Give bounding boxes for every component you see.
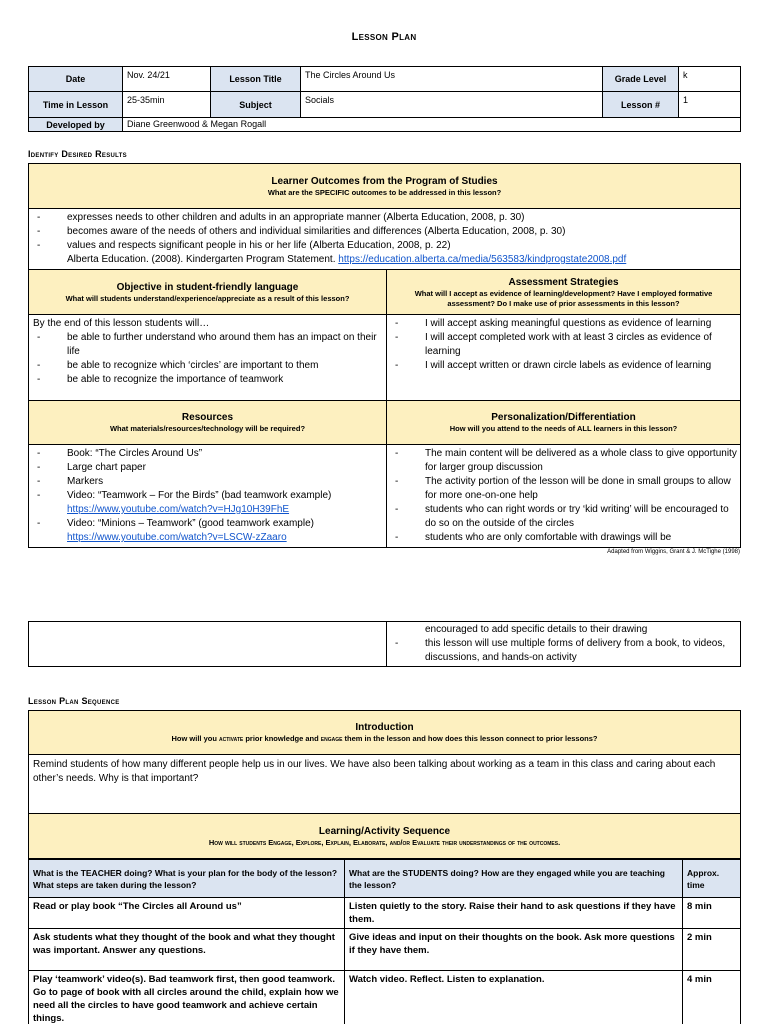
assessment-subtitle: What will I accept as evidence of learning/development? Have I employed formative assessment? Do I make use of prior assessments in this lesson? <box>414 288 713 308</box>
objective-title: Objective in student-friendly language <box>116 281 299 293</box>
lesson-number-value: 1 <box>679 92 741 118</box>
continued-table <box>28 621 741 667</box>
resource-text: Video: “Minions – Teamwork” (good teamwork example) <box>67 518 314 529</box>
introduction-table <box>28 710 741 859</box>
resource-item: - Large chart paper <box>29 461 386 475</box>
personalization-item: - students who can right words or try ‘kid writing’ will be encouraged to do so on the outside of the circles <box>387 503 740 531</box>
students-cell: Listen quietly to the story. Raise their hand to ask questions if they have them. <box>345 898 683 929</box>
subject-label: Subject <box>211 92 301 118</box>
lesson-title-value: The Circles Around Us <box>301 67 603 92</box>
introduction-header <box>29 711 741 755</box>
time-in-lesson-value: 25-35min <box>123 92 211 118</box>
developed-by-label: Developed by <box>29 118 123 132</box>
intro-sub-activate: activate <box>219 734 244 743</box>
objective-body <box>29 315 387 401</box>
table-row <box>29 971 741 1024</box>
assessment-body <box>387 315 741 401</box>
resources-header <box>29 401 387 445</box>
time-cell: 2 min <box>683 929 741 971</box>
resource-text: Video: “Teamwork – For the Birds” (bad teamwork example) <box>67 490 332 501</box>
assessment-item: - I will accept written or drawn circle labels as evidence of learning <box>387 359 740 373</box>
introduction-subtitle <box>33 734 736 744</box>
continued-text: encouraged to add specific details to their drawing <box>425 624 648 635</box>
video-link-birds[interactable]: https://www.youtube.com/watch?v=HJg10H39FhE <box>67 504 290 515</box>
developed-by-value: Diane Greenwood & Megan Rogall <box>123 118 741 132</box>
time-cell: 4 min <box>683 971 741 1024</box>
teacher-cell: Ask students what they thought of the book and what they thought was important. Answer any questions. <box>29 929 345 971</box>
desired-results-table <box>28 163 741 548</box>
resource-item: - Book: “The Circles Around Us” <box>29 447 386 461</box>
assessment-item: - I will accept completed work with at least 3 circles as evidence of learning <box>387 331 740 359</box>
personalization-title: Personalization/Differentiation <box>491 412 636 423</box>
table-row <box>29 898 741 929</box>
personalization-item: - this lesson will use multiple forms of delivery from a book, to videos, discussions, and hands-on activity <box>387 637 740 665</box>
intro-sub-part: How will you <box>171 734 219 743</box>
outcomes-title: Learner Outcomes from the Program of Studies <box>271 175 498 187</box>
resource-item <box>29 517 386 545</box>
citation-link[interactable]: https://education.alberta.ca/media/563583/kindprogstate2008.pdf <box>338 254 627 265</box>
video-link-minions[interactable]: https://www.youtube.com/watch?v=LSCW-zZaaro <box>67 532 287 543</box>
objective-intro: By the end of this lesson students will… <box>33 318 210 329</box>
outcome-item: - values and respects significant people in his or her life (Alberta Education, 2008, p. 22) <box>29 239 740 253</box>
objective-item: - be able to further understand who around them has an impact on their life <box>29 331 386 359</box>
continued-empty-cell <box>29 622 387 667</box>
personalization-subtitle: How will you attend to the needs of ALL learners in this lesson? <box>449 424 678 433</box>
personalization-item: - The activity portion of the lesson will be done in small groups to allow for more one-on-one help <box>387 475 740 503</box>
assessment-item: - I will accept asking meaningful questions as evidence of learning <box>387 317 740 331</box>
adapted-credit: Adapted from Wiggins, Grant & J. McTighe (1998) <box>607 549 740 555</box>
date-value: Nov. 24/21 <box>123 67 211 92</box>
outcome-item: - expresses needs to other children and adults in an appropriate manner (Alberta Education, 2008, p. 30) <box>29 211 740 225</box>
objective-subtitle: What will students understand/experience/appreciate as a result of this lesson? <box>65 293 350 303</box>
students-cell: Give ideas and input on their thoughts on the book. Ask more questions if they have them. <box>345 929 683 971</box>
sequence-heading: Lesson Plan Sequence <box>28 696 120 706</box>
resources-subtitle: What materials/resources/technology will be required? <box>109 424 306 433</box>
assessment-header <box>387 270 741 315</box>
objective-item: - be able to recognize the importance of teamwork <box>29 373 386 387</box>
assessment-title: Assessment Strategies <box>508 276 619 288</box>
identify-results-heading: Identify Desired Results <box>28 149 127 159</box>
resource-item: - Markers <box>29 475 386 489</box>
subject-value: Socials <box>301 92 603 118</box>
outcomes-header <box>29 164 741 209</box>
time-cell: 8 min <box>683 898 741 929</box>
learning-subtitle: How will students Engage, Explore, Explain, Elaborate, and/or Evaluate their understandings of the outcomes. <box>208 837 561 847</box>
personalization-item: - The main content will be delivered as a whole class to give opportunity for larger group discussion <box>387 447 740 475</box>
citation-text: Alberta Education. (2008). Kindergarten Program Statement. <box>67 254 336 265</box>
personalization-header <box>387 401 741 445</box>
time-in-lesson-label: Time in Lesson <box>29 92 123 118</box>
date-label: Date <box>29 67 123 92</box>
continued-personalization <box>387 622 741 667</box>
introduction-body: Remind students of how many different people help us in our lives. We have also been talking about working as a team in this class and caring about each other’s needs. Why is that important? <box>29 755 741 814</box>
intro-sub-part: them in the lesson and how does this lesson connect to prior lessons? <box>342 734 598 743</box>
lesson-title-label: Lesson Title <box>211 67 301 92</box>
objective-item: - be able to recognize which ‘circles’ are important to them <box>29 359 386 373</box>
teacher-cell: Read or play book “The Circles all Around us” <box>29 898 345 929</box>
outcomes-subtitle: What are the SPECIFIC outcomes to be addressed in this lesson? <box>267 187 502 197</box>
resource-item <box>29 489 386 517</box>
teacher-cell: Play ‘teamwork’ video(s). Bad teamwork first, then good teamwork. Go to page of book with all circles around the child, explain how we need all the circles to have good teamwork and achieve certain things. <box>29 971 345 1024</box>
learning-title: Learning/Activity Sequence <box>318 825 451 837</box>
students-column-header: What are the STUDENTS doing? How are they engaged while you are teaching the lesson? <box>345 860 683 898</box>
objective-header <box>29 270 387 315</box>
teacher-column-header: What is the TEACHER doing? What is your plan for the body of the lesson? What steps are taken during the lesson? <box>29 860 345 898</box>
intro-sub-engage: engage <box>320 734 343 743</box>
intro-sub-part: prior knowledge and <box>243 734 321 743</box>
lesson-number-label: Lesson # <box>603 92 679 118</box>
outcomes-citation <box>29 253 740 267</box>
personalization-item: - students who are only comfortable with drawings will be <box>387 531 740 545</box>
document-title: Lesson Plan <box>351 31 417 43</box>
students-cell: Watch video. Reflect. Listen to explanation. <box>345 971 683 1024</box>
personalization-body <box>387 445 741 548</box>
sequence-table <box>28 859 741 1024</box>
outcome-item: - becomes aware of the needs of others and individual similarities and differences (Alberta Education, 2008, p. 30) <box>29 225 740 239</box>
lesson-info-table <box>28 66 741 132</box>
resources-title: Resources <box>181 412 234 423</box>
grade-level-value: k <box>679 67 741 92</box>
table-row <box>29 929 741 971</box>
learning-header <box>29 814 741 859</box>
grade-level-label: Grade Level <box>603 67 679 92</box>
time-column-header: Approx. time <box>683 860 741 898</box>
introduction-title: Introduction <box>355 722 414 733</box>
outcomes-body <box>29 209 741 270</box>
resources-body <box>29 445 387 548</box>
